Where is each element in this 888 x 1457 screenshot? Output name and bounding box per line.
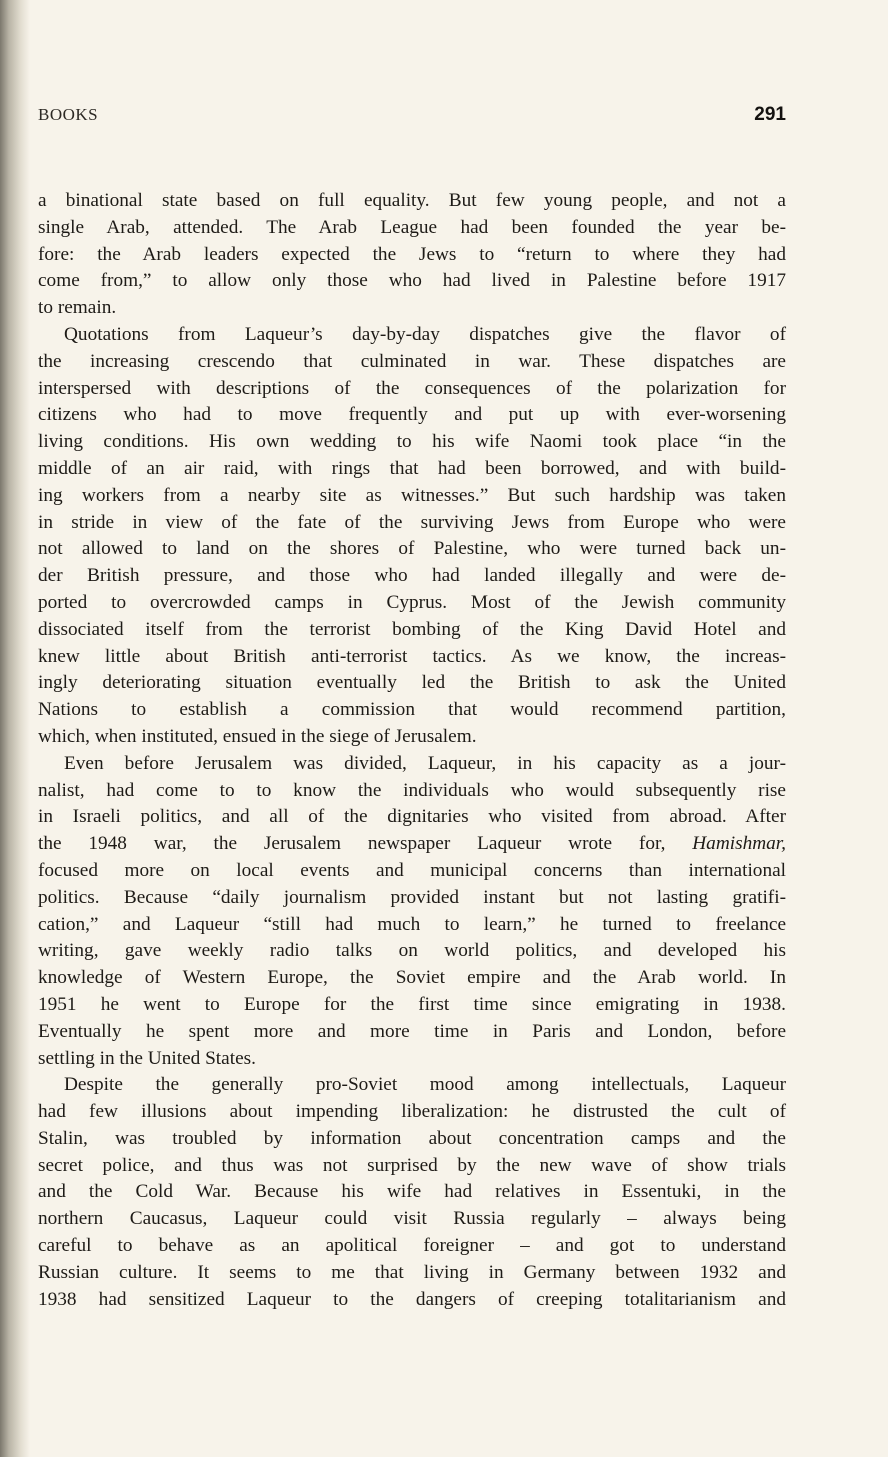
text-line: ported to overcrowded camps in Cyprus. Most of the Jewish community [38, 591, 786, 613]
text-line: interspersed with descriptions of the consequences of the polarization for [38, 377, 786, 399]
text-line: Russian culture. It seems to me that living in Germany between 1932 and [38, 1261, 786, 1283]
text-line: the increasing crescendo that culminated in war. These dispatches are [38, 350, 786, 372]
text-line: fore: the Arab leaders expected the Jews to “return to where they had [38, 243, 786, 265]
text-line: which, when instituted, ensued in the siege of Jerusalem. [38, 725, 477, 747]
text-line: not allowed to land on the shores of Palestine, who were turned back un- [38, 538, 786, 560]
text-line: single Arab, attended. The Arab League had been founded the year be- [38, 216, 786, 238]
text-line: citizens who had to move frequently and put up with ever-worsening [38, 404, 786, 426]
running-head: BOOKS [38, 105, 99, 124]
text-line: to remain. [38, 297, 117, 319]
text-line: writing, gave weekly radio talks on world politics, and developed his [38, 940, 786, 962]
page-number: 291 [754, 104, 786, 125]
text-line: der British pressure, and those who had landed illegally and were de- [38, 565, 786, 587]
text-line: 1951 he went to Europe for the first time since emigrating in 1938. [38, 993, 786, 1015]
text-line: cation,” and Laqueur “still had much to learn,” he turned to freelance [38, 913, 786, 935]
text-line: dissociated itself from the terrorist bombing of the King David Hotel and [38, 618, 786, 640]
text-line: Even before Jerusalem was divided, Laqueur, in his capacity as a jour- [64, 752, 786, 774]
text-line: come from,” to allow only those who had lived in Palestine before 1917 [38, 270, 786, 292]
text-line: Despite the generally pro-Soviet mood among intellectuals, Laqueur [64, 1074, 786, 1096]
text-line: secret police, and thus was not surprised by the new wave of show trials [38, 1154, 786, 1176]
page-header [38, 104, 786, 126]
text-line: Quotations from Laqueur’s day-by-day dispatches give the flavor of [64, 323, 786, 345]
text-line: a binational state based on full equality. But few young people, and not a [38, 190, 786, 211]
text-line: focused more on local events and municipal concerns than international [38, 859, 786, 881]
text-line: ing workers from a nearby site as witnesses.” But such hardship was taken [38, 484, 786, 506]
text-line: careful to behave as an apolitical foreigner – and got to understand [38, 1235, 786, 1257]
text-line: politics. Because “daily journalism provided instant but not lasting gratifi- [38, 886, 786, 908]
text-line: had few illusions about impending liberalization: he distrusted the cult of [38, 1101, 786, 1123]
newspaper-title: Hamishmar, [692, 833, 786, 855]
text-line: middle of an air raid, with rings that had been borrowed, and with build- [38, 457, 786, 479]
text-line: in Israeli politics, and all of the dignitaries who visited from abroad. After [38, 806, 786, 828]
text-line: Stalin, was troubled by information about concentration camps and the [38, 1127, 786, 1149]
book-spine-shadow [0, 0, 30, 1457]
text-line: Nations to establish a commission that would recommend partition, [38, 699, 786, 721]
text-line [38, 831, 786, 858]
text-line: ingly deteriorating situation eventually led the British to ask the United [38, 672, 786, 694]
text-line: and the Cold War. Because his wife had relatives in Essentuki, in the [38, 1181, 786, 1203]
text-line: living conditions. His own wedding to his wife Naomi took place “in the [38, 431, 786, 453]
text-line: northern Caucasus, Laqueur could visit Russia regularly – always being [38, 1208, 786, 1230]
text-line: knowledge of Western Europe, the Soviet empire and the Arab world. In [38, 967, 786, 989]
text-line: 1938 had sensitized Laqueur to the dangers of creeping totalitarianism and [38, 1288, 786, 1310]
text-line: nalist, had come to to know the individuals who would subsequently rise [38, 779, 786, 801]
text-line: knew little about British anti-terrorist tactics. As we know, the increas- [38, 645, 786, 667]
text-line-segment: the 1948 war, the Jerusalem newspaper Laqueur wrote for, [38, 833, 693, 855]
text-line: settling in the United States. [38, 1047, 256, 1069]
text-line: in stride in view of the fate of the surviving Jews from Europe who were [38, 511, 786, 533]
body-text [38, 188, 786, 1313]
text-line: Eventually he spent more and more time in Paris and London, before [38, 1020, 786, 1042]
